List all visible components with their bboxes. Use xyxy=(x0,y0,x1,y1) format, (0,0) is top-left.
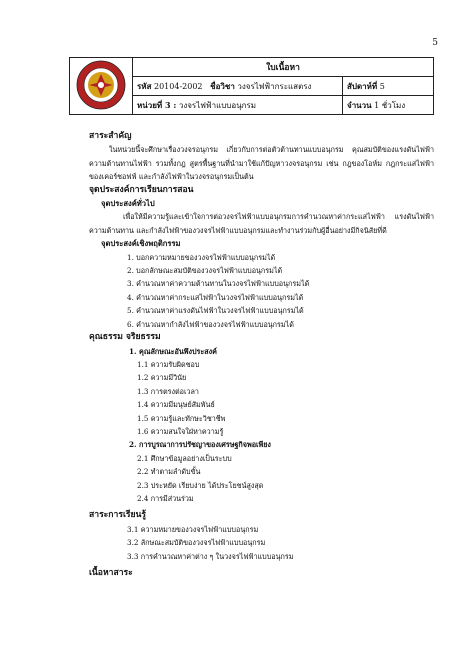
subject-cell xyxy=(133,77,343,96)
page-number: 5 xyxy=(432,38,438,48)
objectives-heading: จุดประสงค์การเรียนการสอน xyxy=(89,184,194,195)
week-number: 5 xyxy=(379,81,385,91)
hours-value: 1 ชั่วโมง xyxy=(374,100,406,110)
code-label: รหัส xyxy=(137,80,152,91)
list-item: 3. คำนวณหาค่าความต้านทานในวงจรไฟฟ้าแบบอนุกรมได้ xyxy=(127,279,310,289)
subject-name: วงจรไฟฟ้ากระแสตรง xyxy=(237,81,312,91)
list-item: 6. คำนวณหากำลังไฟฟ้าของวงจรไฟฟ้าแบบอนุกรมได้ xyxy=(127,319,294,329)
list-item: 1.6 ความสนใจใฝ่หาความรู้ xyxy=(137,426,224,436)
sufficiency-heading: 2. การบูรณาการปรัชญาของเศรษฐกิจพอเพียง xyxy=(129,440,271,450)
essence-heading: สาระสำคัญ xyxy=(89,131,132,141)
general-objective-text: เพื่อให้มีความรู้และเข้าใจการต่อวงจรไฟฟ้าแบบอนุกรมการคำนวณหาค่ากระแสไฟฟ้า แรงดันไฟฟ้า ความต้านทาน และกำลังไฟฟ้าของวงจรไฟฟ้าแบบอนุกรมและทำงานร่วมกับผู้อื่นอย่างมีกิจนิสัยที่ดี xyxy=(89,212,434,235)
unit-cell xyxy=(133,96,343,115)
list-item: 5. คำนวณหาค่าแรงดันไฟฟ้าในวงจรไฟฟ้าแบบอนุกรมได้ xyxy=(127,306,304,316)
list-item: 3.2 ลักษณะสมบัติของวงจรไฟฟ้าแบบอนุกรม xyxy=(127,538,266,548)
lesson-content xyxy=(89,130,434,580)
logo-cell xyxy=(70,58,133,115)
sheet-title: ใบเนื้อหา xyxy=(133,58,434,77)
hours-cell xyxy=(343,96,434,115)
list-item: 2.1 ศึกษาข้อมูลอย่างเป็นระบบ xyxy=(137,453,232,463)
behavioral-objective-list xyxy=(89,251,434,331)
learning-heading: สาระการเรียนรู้ xyxy=(89,510,147,521)
ethics-heading: คุณธรรม จริยธรรม xyxy=(89,332,161,343)
week-label: สัปดาห์ที่ xyxy=(347,80,378,91)
lesson-header-table xyxy=(69,57,434,115)
list-item: 2.4 การมีส่วนร่วม xyxy=(137,493,194,503)
list-item: 1. บอกความหมายของวงจรไฟฟ้าแบบอนุกรมได้ xyxy=(127,252,276,262)
content-heading: เนื้อหาสาระ xyxy=(89,568,133,578)
general-objective-heading: จุดประสงค์ทั่วไป xyxy=(101,199,155,209)
list-item: 1.1 ความรับผิดชอบ xyxy=(137,359,200,369)
subject-code: 20104-2002 xyxy=(154,81,203,91)
list-item: 3.1 ความหมายของวงจรไฟฟ้าแบบอนุกรม xyxy=(127,524,259,534)
desired-traits-heading: 1. คุณลักษณะอันพึงประสงค์ xyxy=(129,346,217,356)
list-item: 2.3 ประหยัด เรียบง่าย ได้ประโยชน์สูงสุด xyxy=(137,480,264,490)
list-item: 2. บอกลักษณะสมบัติของวงจรไฟฟ้าแบบอนุกรมได้ xyxy=(127,266,283,276)
sufficiency-list xyxy=(89,452,434,506)
list-item: 4. คำนวณหาค่ากระแสไฟฟ้าในวงจรไฟฟ้าแบบอนุกรมได้ xyxy=(127,292,304,302)
list-item: 1.2 ความมีวินัย xyxy=(137,373,187,383)
essence-text: ในหน่วยนี้จะศึกษาเรื่องวงจรอนุกรม เกี่ยวกับการต่อตัวต้านทานแบบอนุกรม คุณสมบัติของแรงดันไฟฟ้า ความต้านทานไฟฟ้า รวมทั้งกฎ สูตรพื้นฐานที่นำมาใช้แก้ปัญหาวงจรอนุกรม เช่น กฎของโอห์ม กฎกระแสไฟฟ้าของเคอร์ชอฟฟ์ และกำลังไฟฟ้าในวงจรอนุกรมเป็นต้น xyxy=(89,145,434,182)
subject-label: ชื่อวิชา xyxy=(210,80,235,91)
unit-label: หน่วยที่ 3 : xyxy=(137,99,177,110)
list-item: 1.4 ความมีมนุษย์สัมพันธ์ xyxy=(137,400,215,410)
unit-name: วงจรไฟฟ้าแบบอนุกรม xyxy=(178,100,257,110)
learning-list xyxy=(89,523,434,563)
list-item: 1.3 การตรงต่อเวลา xyxy=(137,386,199,396)
list-item: 1.5 ความรู้และทักษะวิชาชีพ xyxy=(137,413,226,423)
institution-logo xyxy=(75,59,127,111)
behavioral-objective-heading: จุดประสงค์เชิงพฤติกรรม xyxy=(101,239,181,249)
list-item: 2.2 ทำตามลำดับขั้น xyxy=(137,467,201,477)
week-cell xyxy=(343,77,434,96)
list-item: 3.3 การคำนวณหาค่าต่าง ๆ ในวงจรไฟฟ้าแบบอนุกรม xyxy=(127,551,294,561)
desired-traits-list xyxy=(89,358,434,438)
hours-label: จำนวน xyxy=(347,99,372,110)
